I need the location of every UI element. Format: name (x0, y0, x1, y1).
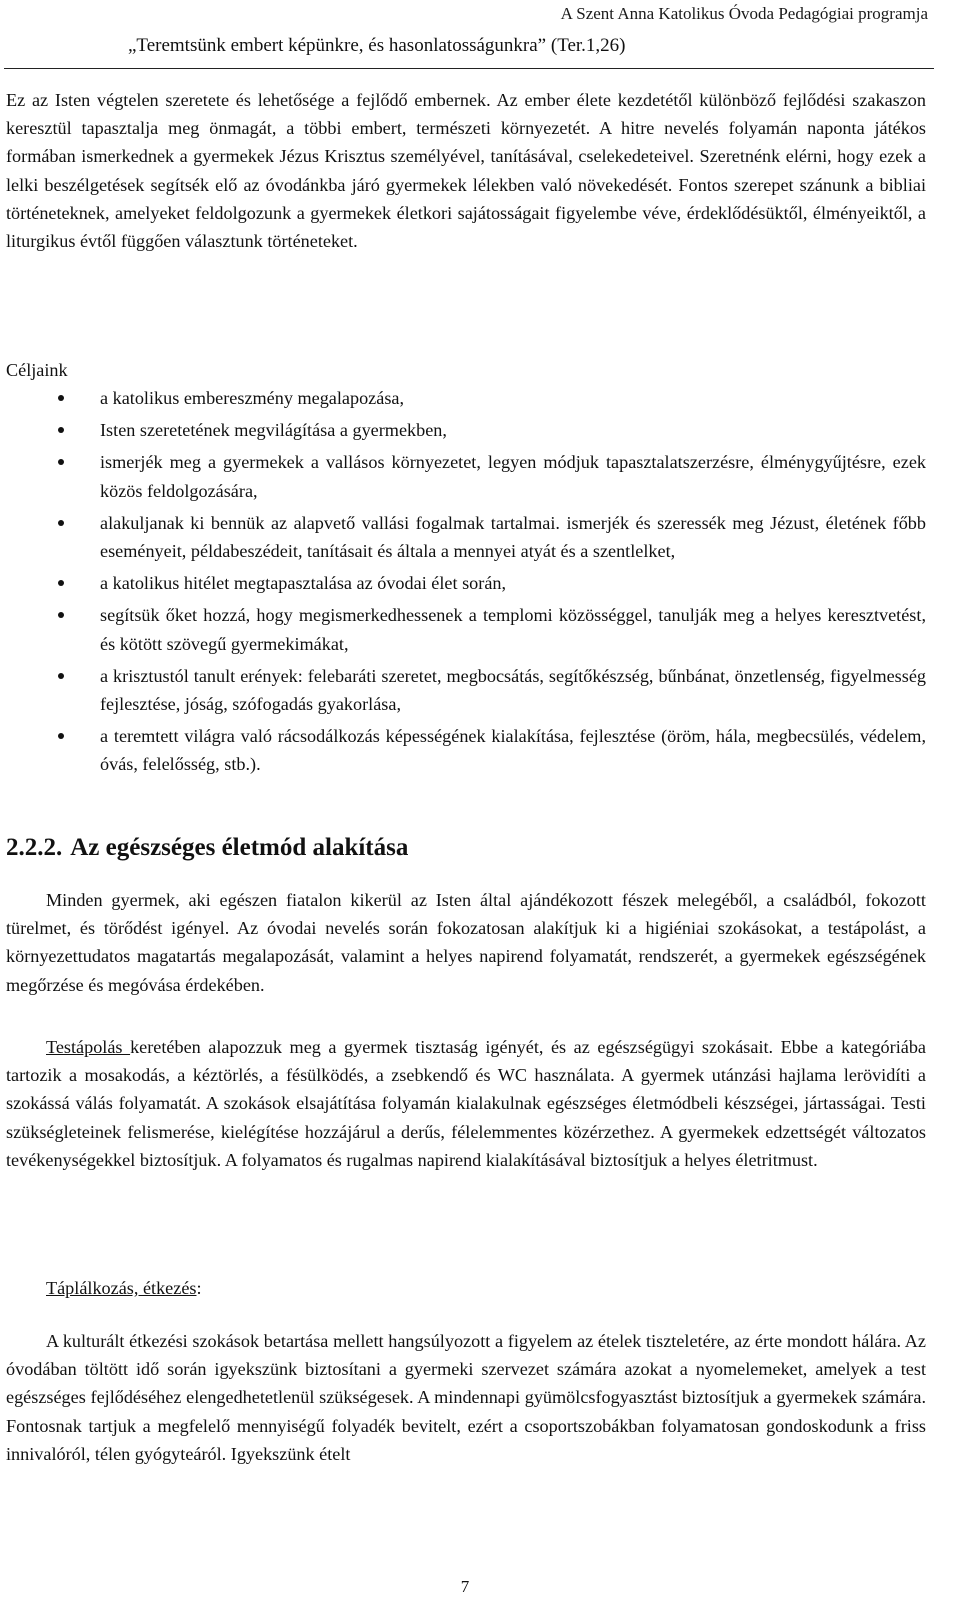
list-item (6, 448, 926, 504)
nutrition-text: A kulturált étkezési szokások betartása mellett hangsúlyozott a figyelem az ételek tiszteletére, az érte mondott hálára. Az óvodában töltött idő során igyekszünk biztosítani a gyermeki szervezet számára azokat a nyomelemeket, amelyek a test egészséges fejlődéséhez elengedhetetlenül szükségesek. A mindennapi gyümölcsfogyasztást biztosítjuk a gyermekek számára. Fontosnak tartjuk a megfelelő mennyiségű folyadék bevitelt, ezért a csoportszobákban folyamatosan gondoskodunk a friss innivalóról, télen gyógyteáról. Igyekszünk ételt (6, 1331, 926, 1464)
list-item (6, 509, 926, 565)
goal-text: ismerjék meg a gyermekek a vallásos környezetet, legyen módjuk tapasztalatszerzésre, élménygyűjtésre, ezek közös feldolgozására, (100, 452, 926, 501)
section-paragraph-1 (6, 886, 926, 999)
section-heading (6, 833, 408, 863)
goals-list (6, 384, 926, 783)
bullet-icon (58, 459, 64, 465)
bullet-icon (58, 733, 64, 739)
bullet-icon (58, 427, 64, 433)
goal-text: a katolikus hitélet megtapasztalása az óvodai élet során, (100, 573, 507, 594)
hygiene-term: Testápolás (46, 1037, 131, 1057)
page-number: 7 (460, 1577, 470, 1596)
hygiene-text: keretében alapozzuk meg a gyermek tisztaság igényét, és az egészségügyi szokásait. Ebbe a kategóriába tartozik a mosakodás, a kéztörlés, a fésülködés, a zsebkendő és WC használata. A gyermek utánzási hajlama lerövidíti a szokássá válás folyamatát. A szokások elsajátítása folyamán kialakulnak egészséges életmódbeli készségei, jártasságai. Testi szükségleteinek felismerése, kielégítése hozzájárul a derűs, félelemmentes közérzethez. A gyermekek edzettségét változatos tevékenységekkel biztosítjuk. A folyamatos és rugalmas napirend kialakításával biztosítjuk a helyes életritmust. (6, 1037, 926, 1170)
list-item (6, 601, 926, 657)
intro-section (6, 86, 926, 255)
goal-text: a krisztustól tanult erények: felebaráti szeretet, megbocsátás, segítőkészség, bűnbánat, önzetlenség, figyelmesség fejlesztése, jóság, szófogadás gyakorlása, (100, 665, 926, 715)
bullet-icon (58, 520, 64, 526)
bullet-icon (58, 612, 64, 618)
bullet-icon (58, 395, 64, 401)
section-paragraph-text: Minden gyermek, aki egészen fiatalon kikerül az Isten által ajándékozott fészek melegéből, a családból, fokozott türelmet, és törődést igényel. Az óvodai nevelés során fokozatosan alakítjuk ki a higiéniai szokásokat, a testápolást, a környezettudatos magatartás megalapozását, valamint a helyes napirend folyamatát, rendszerét, a gyermekek egészségének megőrzése és megóvása érdekében. (6, 890, 926, 995)
header-divider (4, 68, 934, 69)
goal-text: segítsük őket hozzá, hogy megismerkedhessenek a templomi közösséggel, tanulják meg a helyes keresztvetést, és kötött szövegű gyermekimákat, (100, 605, 926, 654)
section-title: Az egészséges életmód alakítása (70, 834, 409, 861)
intro-paragraph: Ez az Isten végtelen szeretete és lehetősége a fejlődő embernek. Az ember élete kezdetétől különböző fejlődési szakaszon keresztül tapasztalja meg önmagát, a többi embert, természeti környezetét. A hitre nevelés folyamán naponta játékos formában ismerkednek a gyermekek Jézus Krisztus személyével, tanításával, cselekedeteivel. Szeretnénk elérni, hogy ezek a lelki beszélgetések segítsék elő az óvodánkba járó gyermekek lélekben való növekedését. Fontos szerepet szánunk a bibliai történeteknek, amelyeket feldolgozunk a gyermekek életkori sajátosságait figyelembe véve, érdeklődésüktől, élményeiktől, a liturgikus évtől függően választunk történeteket. (6, 90, 926, 252)
running-header-title: A Szent Anna Katolikus Óvoda Pedagógiai programja (560, 4, 928, 23)
bullet-icon (58, 673, 64, 679)
list-item (6, 384, 926, 412)
goal-text: a katolikus embereszmény megalapozása, (100, 388, 405, 408)
list-item (6, 569, 926, 597)
nutrition-subheading: Táplálkozás, étkezés: (46, 1278, 202, 1298)
goal-text: Isten szeretetének megvilágítása a gyermekben, (100, 420, 447, 441)
goals-label: Céljaink (6, 360, 68, 380)
goal-text: alakuljanak ki bennük az alapvető vallási fogalmak tartalmai. ismerjék és szeressék meg Jézust, életének főbb eseményeit, példabeszédeit, tanításait és általa a mennyei atyát és a szentlelket, (100, 512, 926, 562)
list-item (6, 416, 926, 444)
bullet-icon (58, 580, 64, 586)
section-number: 2.2.2. (6, 834, 63, 861)
nutrition-term: Táplálkozás, étkezés (46, 1278, 197, 1298)
running-header-motto: „Teremtsünk embert képünkre, és hasonlatosságunkra” (Ter.1,26) (128, 35, 626, 56)
hygiene-paragraph (6, 1033, 926, 1174)
nutrition-paragraph (6, 1327, 926, 1468)
list-item (6, 662, 926, 718)
list-item (6, 722, 926, 778)
goal-text: a teremtett világra való rácsodálkozás képességének kialakítása, fejlesztése (öröm, hála, megbecsülés, védelem, óvás, felelősség, stb.). (100, 726, 926, 775)
